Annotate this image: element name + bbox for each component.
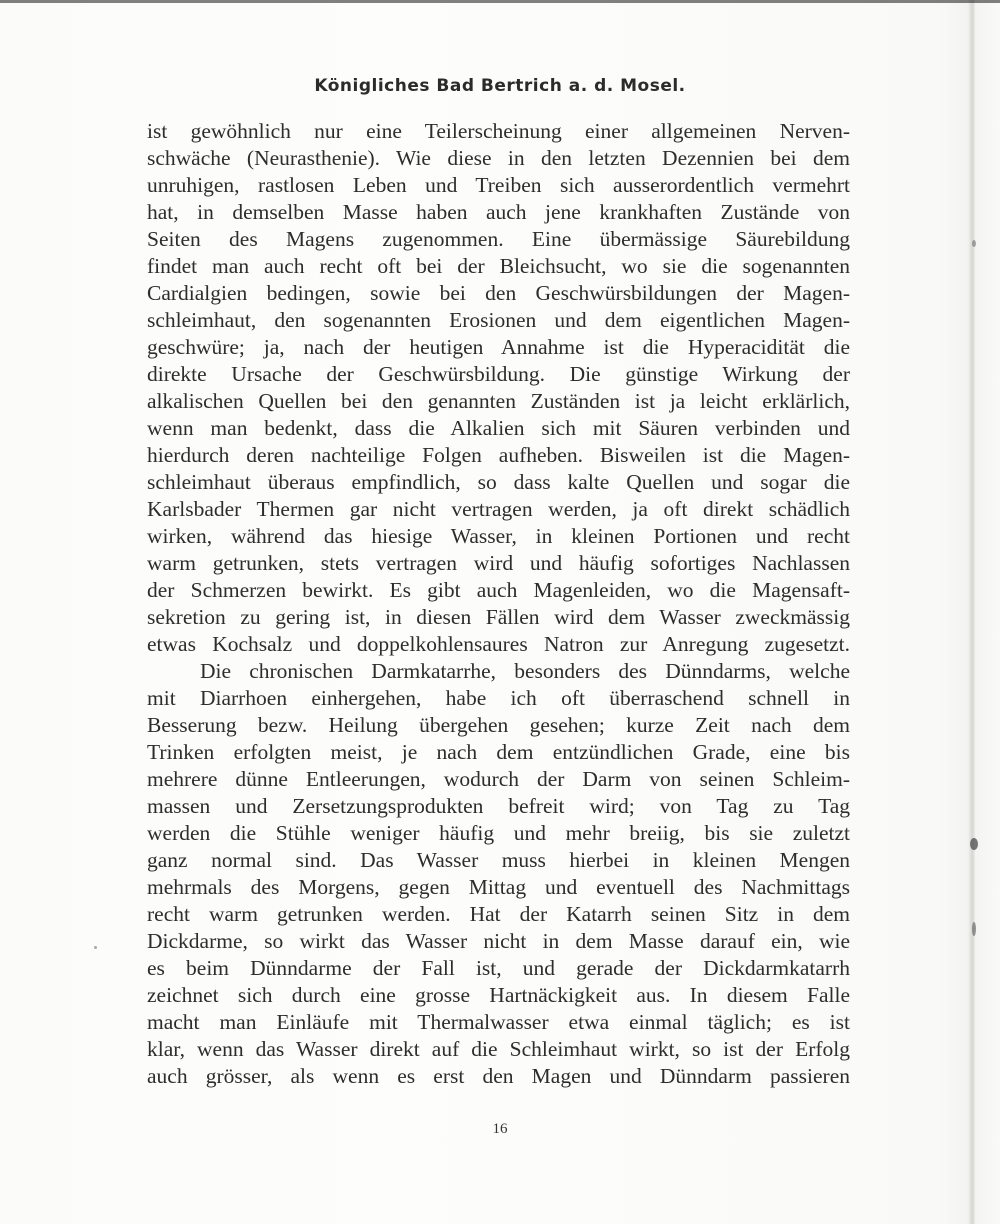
text-line: ganz normal sind. Das Wasser muss hierbei in kleinen Mengen (147, 848, 850, 872)
text-line: macht man Einläufe mit Thermalwasser etwa einmal täglich; es ist (147, 1010, 850, 1034)
text-line: warm getrunken, stets vertragen wird und häufig sofortiges Nachlassen (147, 551, 850, 575)
page-number: 16 (492, 1121, 508, 1137)
text-line: findet man auch recht oft bei der Bleichsucht, wo sie die sogenannten (147, 254, 850, 278)
text-line: massen und Zersetzungsprodukten befreit wird; von Tag zu Tag (147, 794, 850, 818)
text-line: etwas Kochsalz und doppelkohlensaures Natron zur Anregung zugesetzt. (147, 632, 850, 656)
text-line: Cardialgien bedingen, sowie bei den Geschwürsbildungen der Magen- (147, 281, 850, 305)
text-line: direkte Ursache der Geschwürsbildung. Die günstige Wirkung der (147, 362, 850, 386)
text-line: Besserung bezw. Heilung übergehen gesehen; kurze Zeit nach dem (147, 713, 850, 737)
text-line: sekretion zu gering ist, in diesen Fällen wird dem Wasser zweckmässig (147, 605, 850, 629)
text-line: unruhigen, rastlosen Leben und Treiben sich ausserordentlich vermehrt (147, 173, 850, 197)
text-line: mehrere dünne Entleerungen, wodurch der Darm von seinen Schleim- (147, 767, 850, 791)
text-line: es beim Dünndarme der Fall ist, und gerade der Dickdarmkatarrh (147, 956, 850, 980)
text-line: ist gewöhnlich nur eine Teilerscheinung einer allgemeinen Nerven- (147, 119, 850, 143)
paragraph-start-line: Die chronischen Darmkatarrhe, besonders des Dünndarms, welche (200, 659, 850, 683)
text-line: zeichnet sich durch eine grosse Hartnäckigkeit aus. In diesem Falle (147, 983, 850, 1007)
text-line: mehrmals des Morgens, gegen Mittag und eventuell des Nachmittags (147, 875, 850, 899)
text-line: alkalischen Quellen bei den genannten Zuständen ist ja leicht erklärlich, (147, 389, 850, 413)
text-line: schwäche (Neurasthenie). Wie diese in den letzten Dezennien bei dem (147, 146, 850, 170)
text-line: recht warm getrunken werden. Hat der Katarrh seinen Sitz in dem (147, 902, 850, 926)
text-line: schleimhaut überaus empfindlich, so dass kalte Quellen und sogar die (147, 470, 850, 494)
scan-speck (972, 240, 976, 247)
text-line: Trinken erfolgten meist, je nach dem entzündlichen Grade, eine bis (147, 740, 850, 764)
text-line: auch grösser, als wenn es erst den Magen und Dünndarm passieren (147, 1064, 850, 1088)
text-line: Seiten des Magens zugenommen. Eine übermässige Säurebildung (147, 227, 850, 251)
scan-speck (970, 838, 978, 850)
text-line: hierdurch deren nachteilige Folgen aufheben. Bisweilen ist die Magen- (147, 443, 850, 467)
top-edge-rule (0, 0, 1000, 3)
scan-speck (94, 946, 97, 949)
text-line: der Schmerzen bewirkt. Es gibt auch Magenleiden, wo die Magensaft- (147, 578, 850, 602)
text-line: schleimhaut, den sogenannten Erosionen und dem eigentlichen Magen- (147, 308, 850, 332)
text-line: wirken, während das hiesige Wasser, in kleinen Portionen und recht (147, 524, 850, 548)
scan-speck (972, 922, 976, 936)
text-line: werden die Stühle weniger häufig und mehr breiig, bis sie zuletzt (147, 821, 850, 845)
running-header: Königliches Bad Bertrich a. d. Mosel. (314, 76, 686, 96)
text-line: Dickdarme, so wirkt das Wasser nicht in dem Masse darauf ein, wie (147, 929, 850, 953)
page-edge-shadow (968, 0, 975, 1224)
text-line: wenn man bedenkt, dass die Alkalien sich mit Säuren verbinden und (147, 416, 850, 440)
body-text (147, 118, 850, 1090)
text-line: Karlsbader Thermen gar nicht vertragen werden, ja oft direkt schädlich (147, 497, 850, 521)
text-line: hat, in demselben Masse haben auch jene krankhaften Zustände von (147, 200, 850, 224)
text-line: klar, wenn das Wasser direkt auf die Schleimhaut wirkt, so ist der Erfolg (147, 1037, 850, 1061)
text-line: geschwüre; ja, nach der heutigen Annahme ist die Hyperacidität die (147, 335, 850, 359)
text-line: mit Diarrhoen einhergehen, habe ich oft überraschend schnell in (147, 686, 850, 710)
